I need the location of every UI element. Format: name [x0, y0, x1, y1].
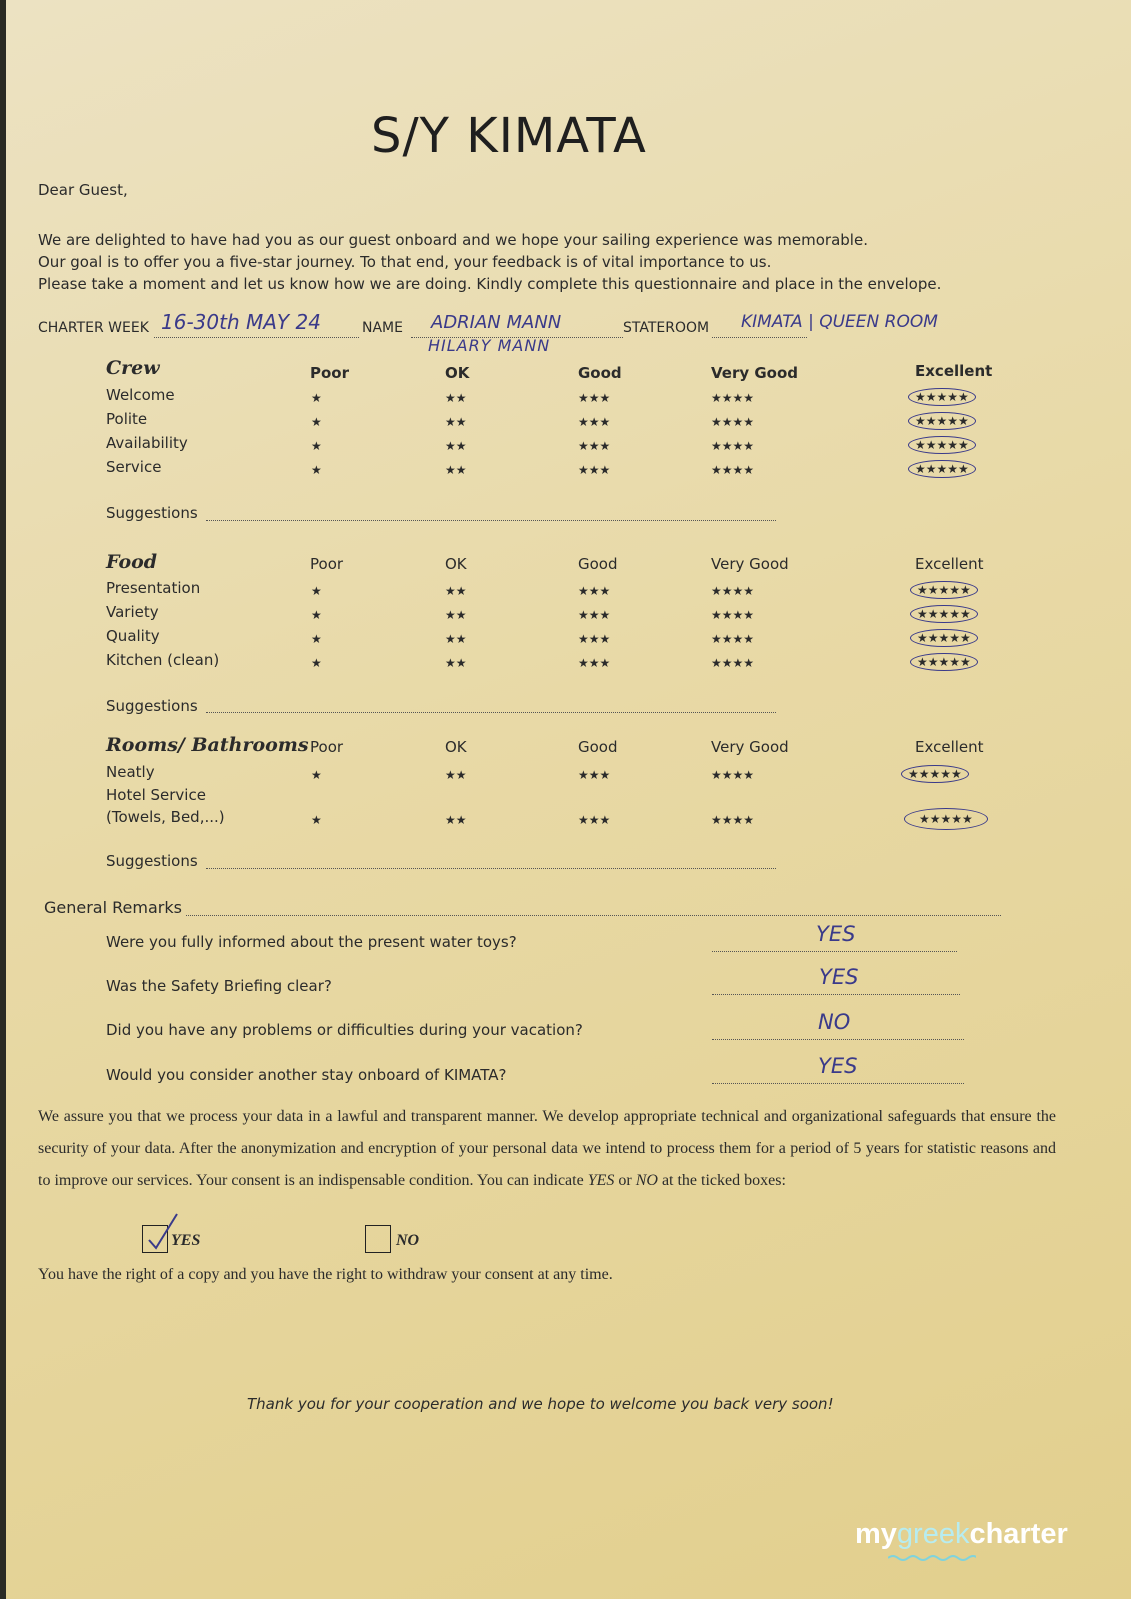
rooms-col-good: Good [578, 738, 618, 756]
name-label: NAME [362, 320, 403, 336]
crew-col-good: Good [578, 364, 622, 382]
intro-line-1: We are delighted to have had you as our guest onboard and we hope your sailing experience was memorable. [38, 231, 868, 249]
food-quality-star-4[interactable]: ★★★★ [711, 632, 755, 646]
crew-polite-star-3[interactable]: ★★★ [578, 415, 611, 429]
crew-item-service: Service [106, 458, 162, 476]
rooms-hotel-star-1[interactable]: ★ [311, 813, 322, 827]
name-value-2[interactable]: HILARY MANN [428, 336, 551, 355]
food-item-variety: Variety [106, 603, 159, 621]
food-variety-star-2[interactable]: ★★ [445, 608, 467, 622]
stateroom-value[interactable]: KIMATA | QUEEN ROOM [741, 312, 938, 332]
crew-suggestions-label: Suggestions [106, 504, 198, 522]
answer-line-problems [712, 1038, 964, 1040]
food-col-ok: OK [445, 555, 467, 573]
crew-availability-star-3[interactable]: ★★★ [578, 439, 611, 453]
food-quality-star-3[interactable]: ★★★ [578, 632, 611, 646]
rooms-neatly-star-1[interactable]: ★ [311, 768, 322, 782]
crew-suggestions-field[interactable] [206, 519, 776, 521]
answer-line-water-toys [712, 950, 957, 952]
consent-yes-label: YES [171, 1232, 201, 1249]
crew-service-star-3[interactable]: ★★★ [578, 463, 611, 477]
rooms-col-excellent: Excellent [915, 738, 984, 756]
rooms-neatly-star-5-circled[interactable]: ★★★★★ [901, 765, 969, 783]
food-item-quality: Quality [106, 627, 160, 645]
consent-no-checkbox[interactable] [365, 1225, 391, 1253]
food-kitchen-star-4[interactable]: ★★★★ [711, 656, 755, 670]
crew-service-star-4[interactable]: ★★★★ [711, 463, 755, 477]
food-suggestions-field[interactable] [206, 711, 776, 713]
answer-safety-briefing[interactable]: YES [819, 965, 859, 989]
food-quality-star-2[interactable]: ★★ [445, 632, 467, 646]
food-col-excellent: Excellent [915, 555, 984, 573]
food-presentation-star-4[interactable]: ★★★★ [711, 584, 755, 598]
crew-polite-star-5-circled[interactable]: ★★★★★ [908, 412, 976, 430]
consent-text: We assure you that we process your data in a lawful and transparent manner. We develop appropriate technical and organizational safeguards that ensure the security of your data. After the anonymization and encryption of your personal data we intend to process them for a period of 5 years for statistic reasons and to improve our services. Your consent is an indispensable condition. You can indicate [38, 1108, 1056, 1189]
crew-col-verygood: Very Good [711, 364, 799, 382]
rooms-col-poor: Poor [310, 738, 344, 756]
answer-another-stay[interactable]: YES [818, 1054, 858, 1078]
answer-water-toys[interactable]: YES [816, 922, 856, 946]
food-presentation-star-5-circled[interactable]: ★★★★★ [910, 581, 978, 599]
logo-part-charter: charter [969, 1518, 1068, 1550]
food-variety-star-1[interactable]: ★ [311, 608, 322, 622]
food-variety-star-3[interactable]: ★★★ [578, 608, 611, 622]
crew-welcome-star-2[interactable]: ★★ [445, 391, 467, 405]
food-kitchen-star-1[interactable]: ★ [311, 656, 322, 670]
rooms-neatly-star-3[interactable]: ★★★ [578, 768, 611, 782]
food-col-good: Good [578, 555, 618, 573]
question-another-stay: Would you consider another stay onboard of KIMATA? [106, 1066, 507, 1084]
intro-line-2: Our goal is to offer you a five-star journey. To that end, your feedback is of vital importance to us. [38, 253, 772, 271]
answer-line-safety-briefing [712, 993, 960, 995]
crew-welcome-star-5-circled[interactable]: ★★★★★ [908, 388, 976, 406]
charter-week-value[interactable]: 16-30th MAY 24 [161, 310, 321, 334]
consent-tail-yes: YES [587, 1172, 615, 1189]
food-quality-star-5-circled[interactable]: ★★★★★ [910, 629, 978, 647]
food-variety-star-4[interactable]: ★★★★ [711, 608, 755, 622]
food-kitchen-star-5-circled[interactable]: ★★★★★ [910, 653, 978, 671]
crew-welcome-star-4[interactable]: ★★★★ [711, 391, 755, 405]
consent-tail-no: NO [635, 1172, 658, 1189]
rooms-hotel-star-4[interactable]: ★★★★ [711, 813, 755, 827]
question-water-toys: Were you fully informed about the present water toys? [106, 933, 517, 951]
stateroom-line [712, 336, 807, 338]
crew-section-title: Crew [106, 357, 160, 379]
crew-polite-star-4[interactable]: ★★★★ [711, 415, 755, 429]
food-item-kitchen: Kitchen (clean) [106, 651, 220, 669]
rooms-item-neatly: Neatly [106, 763, 155, 781]
consent-tail-or: or [614, 1172, 636, 1189]
crew-item-polite: Polite [106, 410, 148, 428]
food-kitchen-star-2[interactable]: ★★ [445, 656, 467, 670]
food-suggestions-label: Suggestions [106, 697, 198, 715]
question-problems: Did you have any problems or difficulties during your vacation? [106, 1021, 583, 1039]
rooms-item-towels-bed: (Towels, Bed,...) [106, 808, 225, 826]
name-value[interactable]: ADRIAN MANN [431, 312, 562, 333]
food-presentation-star-2[interactable]: ★★ [445, 584, 467, 598]
crew-service-star-1[interactable]: ★ [311, 463, 322, 477]
crew-item-welcome: Welcome [106, 386, 175, 404]
crew-welcome-star-1[interactable]: ★ [311, 391, 322, 405]
crew-availability-star-5-circled[interactable]: ★★★★★ [908, 436, 976, 454]
food-presentation-star-3[interactable]: ★★★ [578, 584, 611, 598]
answer-problems[interactable]: NO [818, 1010, 851, 1034]
rooms-hotel-star-2[interactable]: ★★ [445, 813, 467, 827]
consent-tail-end: at the ticked boxes: [657, 1172, 786, 1189]
rooms-col-verygood: Very Good [711, 738, 789, 756]
stateroom-label: STATEROOM [623, 320, 710, 336]
intro-line-3: Please take a moment and let us know how we are doing. Kindly complete this questionnaire and place in the envelope. [38, 275, 942, 293]
answer-line-another-stay [712, 1082, 964, 1084]
rooms-suggestions-label: Suggestions [106, 852, 198, 870]
food-quality-star-1[interactable]: ★ [311, 632, 322, 646]
rights-text: You have the right of a copy and you have the right to withdraw your consent at any time. [38, 1266, 613, 1283]
rooms-item-hotel-service: Hotel Service [106, 786, 206, 804]
crew-col-excellent: Excellent [915, 362, 993, 380]
crew-service-star-5-circled[interactable]: ★★★★★ [908, 460, 976, 478]
rooms-hotel-star-5-circled[interactable]: ★★★★★ [904, 808, 988, 830]
rooms-suggestions-field[interactable] [206, 867, 776, 869]
crew-col-ok: OK [445, 364, 470, 382]
thank-you-note: Thank you for your cooperation and we hope to welcome you back very soon! [247, 1395, 834, 1413]
rooms-section-title: Rooms/ Bathrooms [106, 734, 309, 756]
crew-availability-star-2[interactable]: ★★ [445, 439, 467, 453]
crew-availability-star-1[interactable]: ★ [311, 439, 322, 453]
charter-week-line [154, 336, 359, 338]
logo-part-my: my [855, 1518, 897, 1550]
logo-part-greek: greek [896, 1518, 970, 1550]
food-section-title: Food [106, 551, 158, 573]
crew-welcome-star-3[interactable]: ★★★ [578, 391, 611, 405]
crew-service-star-2[interactable]: ★★ [445, 463, 467, 477]
greeting: Dear Guest, [38, 181, 128, 199]
consent-yes-checkbox[interactable] [142, 1225, 168, 1253]
general-remarks-field[interactable] [186, 914, 1001, 916]
rooms-col-ok: OK [445, 738, 467, 756]
food-col-poor: Poor [310, 555, 344, 573]
crew-item-availability: Availability [106, 434, 188, 452]
crew-polite-star-1[interactable]: ★ [311, 415, 322, 429]
general-remarks-label: General Remarks [44, 898, 182, 917]
food-item-presentation: Presentation [106, 579, 201, 597]
wave-icon [888, 1554, 976, 1562]
rooms-hotel-star-3[interactable]: ★★★ [578, 813, 611, 827]
food-col-verygood: Very Good [711, 555, 789, 573]
crew-polite-star-2[interactable]: ★★ [445, 415, 467, 429]
food-presentation-star-1[interactable]: ★ [311, 584, 322, 598]
crew-col-poor: Poor [310, 364, 350, 382]
food-kitchen-star-3[interactable]: ★★★ [578, 656, 611, 670]
page-title: S/Y KIMATA [371, 108, 647, 164]
charter-week-label: CHARTER WEEK [38, 320, 149, 336]
question-safety-briefing: Was the Safety Briefing clear? [106, 977, 332, 995]
consent-no-label: NO [396, 1232, 420, 1249]
questionnaire-page [6, 0, 1131, 1599]
rooms-neatly-star-4[interactable]: ★★★★ [711, 768, 755, 782]
consent-paragraph [38, 1101, 1056, 1197]
rooms-neatly-star-2[interactable]: ★★ [445, 768, 467, 782]
food-variety-star-5-circled[interactable]: ★★★★★ [910, 605, 978, 623]
crew-availability-star-4[interactable]: ★★★★ [711, 439, 755, 453]
mygreekcharter-logo [855, 1518, 1068, 1551]
